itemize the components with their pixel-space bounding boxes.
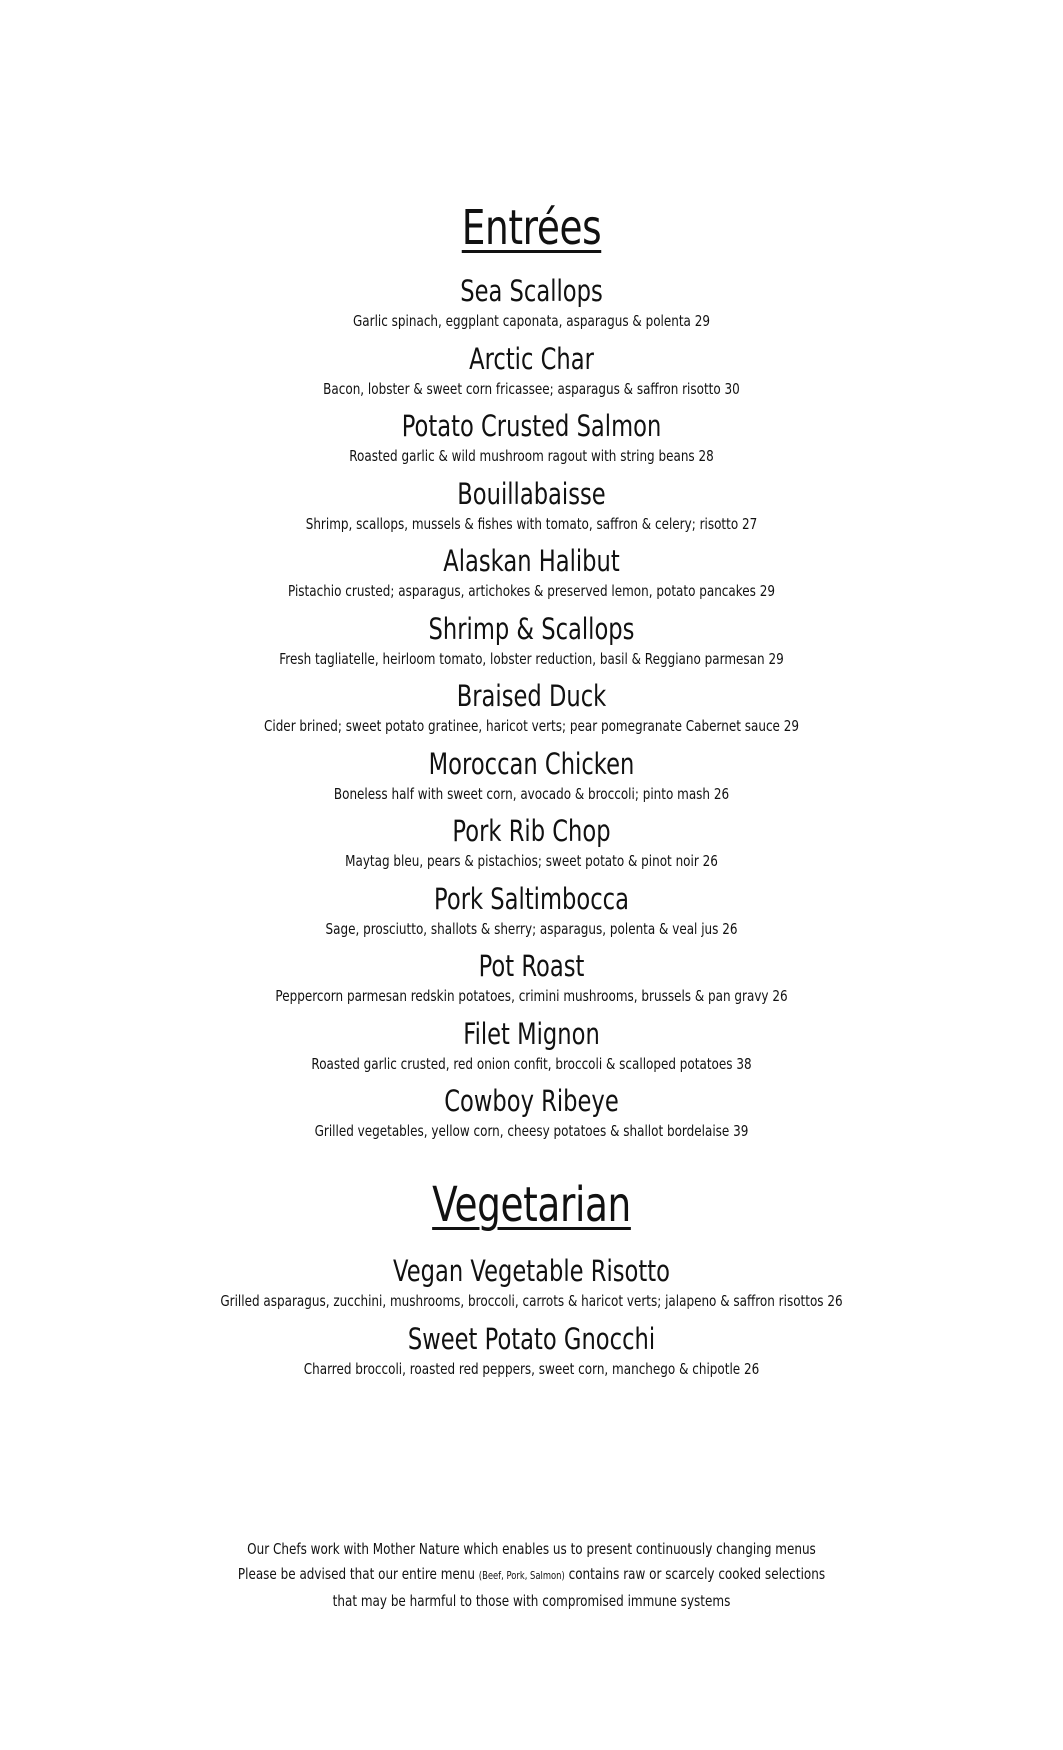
item-description: Maytag bleu, pears & pistachios; sweet potato & pinot noir 26 <box>345 852 718 870</box>
footer-line-2-end: contains raw or scarcely cooked selections <box>568 1565 826 1583</box>
menu-item <box>0 340 1063 408</box>
item-name: Cowboy Ribeye <box>444 1084 619 1118</box>
item-name: Pork Saltimbocca <box>434 881 629 916</box>
menu-footer-notice <box>0 1537 1063 1614</box>
menu-item <box>0 610 1063 678</box>
menu-item <box>0 745 1063 813</box>
item-name: Filet Mignon <box>463 1016 600 1051</box>
menu-item <box>0 947 1063 1015</box>
item-name: Sweet Potato Gnocchi <box>407 1321 656 1356</box>
item-description: Garlic spinach, eggplant caponata, asparagus & polenta 29 <box>352 312 710 330</box>
item-description: Roasted garlic crusted, red onion confit, broccoli & scalloped potatoes 38 <box>311 1054 752 1073</box>
vegetarian-heading: Vegetarian <box>432 1177 631 1233</box>
item-name: Arctic Char <box>469 341 594 376</box>
item-name: Bouillabaisse <box>457 476 606 511</box>
item-name: Shrimp & Scallops <box>428 611 635 646</box>
menu-item <box>0 1252 1063 1320</box>
menu-item <box>0 1015 1063 1083</box>
item-name: Pot Roast <box>478 949 585 983</box>
footer-line-2-start: Please be advised that our entire menu <box>237 1565 475 1583</box>
menu-item <box>0 1320 1063 1388</box>
item-description: Bacon, lobster & sweet corn fricassee; asparagus & saffron risotto 30 <box>323 379 740 398</box>
item-description: Boneless half with sweet corn, avocado & broccoli; pinto mash 26 <box>333 784 730 803</box>
item-description: Pistachio crusted; asparagus, artichokes & preserved lemon, potato pancakes 29 <box>287 582 776 600</box>
menu-item <box>0 272 1063 340</box>
menu-item <box>0 542 1063 610</box>
item-name: Alaskan Halibut <box>443 544 620 578</box>
item-description: Sage, prosciutto, shallots & sherry; asparagus, polenta & veal jus 26 <box>325 919 738 938</box>
item-description: Roasted garlic & wild mushroom ragout with string beans 28 <box>349 447 714 465</box>
menu-item <box>0 677 1063 745</box>
footer-line-2-small: (Beef, Pork, Salmon) <box>478 1570 565 1582</box>
item-description: Shrimp, scallops, mussels & fishes with tomato, saffron & celery; risotto 27 <box>305 514 758 533</box>
menu-item <box>0 880 1063 948</box>
vegetarian-list <box>0 1252 1063 1387</box>
item-description: Peppercorn parmesan redskin potatoes, crimini mushrooms, brussels & pan gravy 26 <box>275 987 788 1005</box>
item-description: Fresh tagliatelle, heirloom tomato, lobster reduction, basil & Reggiano parmesan 29 <box>279 649 784 668</box>
menu-item <box>0 407 1063 475</box>
footer-line-1: Our Chefs work with Mother Nature which enables us to present continuously changing menus <box>247 1540 816 1558</box>
item-name: Sea Scallops <box>460 274 603 308</box>
menu-item <box>0 1082 1063 1150</box>
item-description: Charred broccoli, roasted red peppers, sweet corn, manchego & chipotle 26 <box>303 1359 760 1378</box>
menu-item <box>0 475 1063 543</box>
entrees-heading: Entrées <box>461 200 602 256</box>
item-description: Cider brined; sweet potato gratinee, haricot verts; pear pomegranate Cabernet sauce 29 <box>263 717 800 735</box>
item-name: Pork Rib Chop <box>452 814 611 848</box>
item-name: Moroccan Chicken <box>428 746 635 781</box>
item-description: Grilled vegetables, yellow corn, cheesy potatoes & shallot bordelaise 39 <box>314 1122 749 1140</box>
item-name: Potato Crusted Salmon <box>401 409 662 443</box>
footer-line-2 <box>106 1562 956 1589</box>
item-name: Vegan Vegetable Risotto <box>393 1254 670 1288</box>
footer-line-3: that may be harmful to those with compromised immune systems <box>332 1592 731 1610</box>
entrees-list <box>0 272 1063 1150</box>
menu-item <box>0 812 1063 880</box>
item-name: Braised Duck <box>456 679 607 713</box>
item-description: Grilled asparagus, zucchini, mushrooms, broccoli, carrots & haricot verts; jalapeno & saffron risottos 26 <box>220 1292 843 1310</box>
